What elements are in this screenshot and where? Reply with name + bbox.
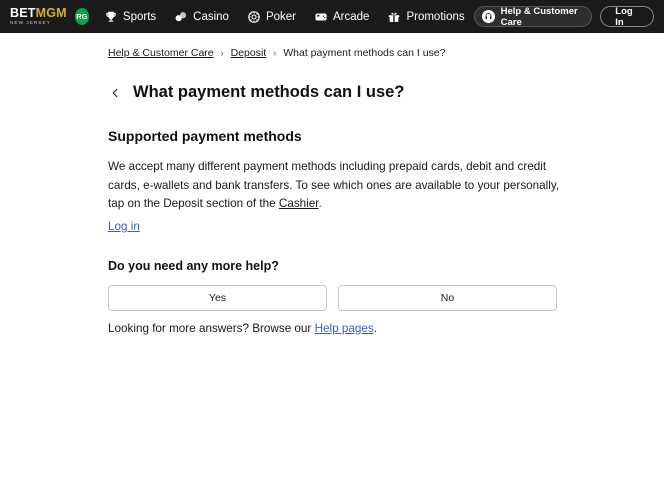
cashier-link[interactable]: Cashier	[278, 197, 319, 210]
log-in-label: Log In	[615, 5, 633, 28]
breadcrumb-item-deposit[interactable]: Deposit	[230, 47, 267, 59]
help-customer-care-label: Help & Customer Care	[500, 5, 578, 28]
no-button[interactable]: No	[338, 285, 557, 311]
breadcrumb-separator-1: ›	[220, 48, 224, 58]
logo-subtitle: NEW JERSEY	[10, 20, 51, 26]
nav-item-poker[interactable]	[238, 0, 305, 33]
feedback-buttons	[108, 285, 664, 311]
nav-item-arcade[interactable]	[305, 0, 378, 33]
nav-label-poker: Poker	[265, 10, 297, 23]
page-content	[0, 33, 664, 499]
nav-label-arcade: Arcade	[333, 10, 370, 23]
nav-item-promotions[interactable]	[378, 0, 473, 33]
headset-icon	[482, 10, 495, 23]
breadcrumb-item-help[interactable]: Help & Customer Care	[108, 47, 214, 59]
breadcrumb-item-current: What payment methods can I use?	[283, 47, 446, 59]
page-title-row	[108, 83, 664, 102]
help-customer-care-button[interactable]	[474, 6, 593, 27]
nav-item-sports[interactable]	[95, 0, 165, 33]
more-answers-suffix: .	[373, 321, 377, 335]
trophy-icon	[104, 10, 118, 24]
logo-mgm-text: MGM	[35, 6, 67, 21]
nav-label-promotions: Promotions	[406, 10, 465, 23]
log-in-button[interactable]	[600, 6, 654, 27]
logo-wordmark	[10, 7, 67, 20]
gift-icon	[387, 10, 401, 24]
nav-label-sports: Sports	[122, 10, 157, 23]
poker-chip-icon	[247, 10, 261, 24]
yes-button[interactable]: Yes	[108, 285, 327, 311]
body-paragraph	[108, 158, 560, 214]
logo-bet-text: BET	[10, 6, 36, 21]
nav-item-casino[interactable]	[165, 0, 238, 33]
log-in-link[interactable]: Log in	[108, 219, 140, 233]
section-title: Supported payment methods	[108, 128, 302, 144]
breadcrumb	[0, 33, 664, 59]
paragraph-text-part2: .	[318, 197, 322, 210]
more-answers-text	[108, 322, 664, 335]
chevron-left-icon[interactable]	[108, 85, 122, 101]
page-title: What payment methods can I use?	[133, 83, 405, 101]
more-answers-prefix: Looking for more answers? Browse our	[108, 321, 315, 335]
top-navigation-bar	[0, 0, 664, 33]
betmgm-logo[interactable]	[10, 7, 67, 26]
help-question: Do you need any more help?	[108, 258, 279, 273]
breadcrumb-separator-2: ›	[273, 48, 277, 58]
help-pages-link[interactable]: Help pages	[314, 321, 374, 335]
nav-label-casino: Casino	[193, 10, 229, 23]
chips-icon	[174, 10, 188, 24]
paragraph-text-part1: We accept many different payment methods including prepaid cards, debit and credit cards, e-wallets and bank transfers. To see which ones are available to your personally, tap on the Deposit section of the	[108, 160, 560, 210]
responsible-gaming-icon[interactable]: RG	[75, 8, 89, 25]
arcade-icon	[314, 10, 328, 24]
